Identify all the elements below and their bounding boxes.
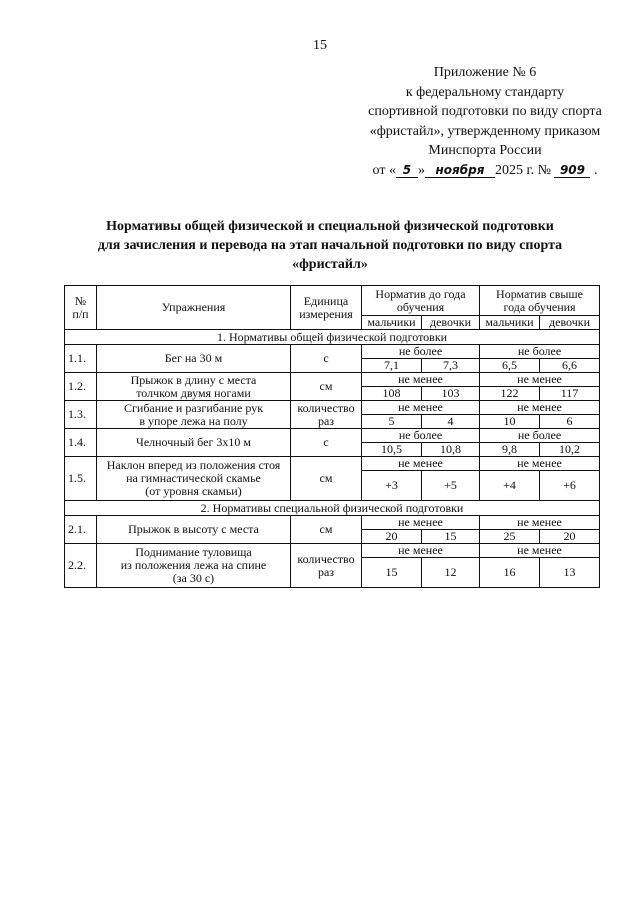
exercise-name: Прыжок в длину с места толчком двумя ногами — [97, 373, 291, 401]
title-line: Нормативы общей физической и специальной физической подготовки — [106, 219, 554, 234]
header-girls: девочки — [422, 316, 480, 330]
value-cell: 20 — [362, 530, 422, 544]
exercise-name: Прыжок в высоту с места — [97, 516, 291, 544]
document-title — [60, 217, 600, 274]
value-cell: +3 — [362, 471, 422, 501]
norms-table — [64, 285, 600, 588]
row-num: 1.3. — [65, 401, 97, 429]
unit: см — [291, 457, 362, 501]
appendix-block — [340, 63, 630, 180]
qualifier: не менее — [362, 401, 480, 415]
value-cell: 13 — [540, 558, 600, 588]
exercise-name: Наклон вперед из положения стоя на гимнастической скамье (от уровня скамьи) — [97, 457, 291, 501]
qualifier: не более — [480, 429, 600, 443]
value-cell: 6,6 — [540, 359, 600, 373]
header-exercise: Упражнения — [97, 286, 291, 330]
value-cell: 6 — [540, 415, 600, 429]
value-cell: +4 — [480, 471, 540, 501]
qualifier: не более — [480, 345, 600, 359]
unit: см — [291, 373, 362, 401]
title-line: «фристайл» — [292, 257, 368, 272]
section-title: 2. Нормативы специальной физической подготовки — [65, 501, 600, 516]
header-norm-first-year: Норматив до года обучения — [362, 286, 480, 316]
exercise-name: Бег на 30 м — [97, 345, 291, 373]
qualifier: не менее — [480, 401, 600, 415]
value-cell: 10,5 — [362, 443, 422, 457]
value-cell: 7,1 — [362, 359, 422, 373]
qualifier: не менее — [362, 544, 480, 558]
value-cell: 25 — [480, 530, 540, 544]
header-boys: мальчики — [480, 316, 540, 330]
value-cell: +6 — [540, 471, 600, 501]
unit: количество раз — [291, 544, 362, 588]
qualifier: не более — [362, 345, 480, 359]
appendix-line: «фристайл», утвержденному приказом — [369, 123, 601, 139]
unit: см — [291, 516, 362, 544]
value-cell: 4 — [422, 415, 480, 429]
row-num: 1.1. — [65, 345, 97, 373]
appendix-line: спортивной подготовки по виду спорта — [368, 104, 602, 119]
value-cell: 10,2 — [540, 443, 600, 457]
exercise-name: Поднимание туловища из положения лежа на спине (за 30 с) — [97, 544, 291, 588]
value-cell: +5 — [422, 471, 480, 501]
value-cell: 5 — [362, 415, 422, 429]
order-date-line — [340, 161, 630, 181]
order-end: . — [593, 162, 598, 178]
value-cell: 16 — [480, 558, 540, 588]
row-num: 1.5. — [65, 457, 97, 501]
appendix-line: Минспорта России — [428, 143, 542, 158]
value-cell: 10,8 — [422, 443, 480, 457]
section-title: 1. Нормативы общей физической подготовки — [65, 330, 600, 345]
value-cell: 7,3 — [422, 359, 480, 373]
value-cell: 12 — [422, 558, 480, 588]
row-num: 2.1. — [65, 516, 97, 544]
header-norm-after-year: Норматив свыше года обучения — [480, 286, 600, 316]
title-line: для зачисления и перевода на этап начальной подготовки по виду спорта — [97, 238, 563, 253]
qualifier: не менее — [480, 457, 600, 471]
date-prefix: от « — [372, 162, 396, 178]
date-close-quote: » — [417, 162, 425, 178]
value-cell: 20 — [540, 530, 600, 544]
header-boys: мальчики — [362, 316, 422, 330]
qualifier: не менее — [362, 373, 480, 387]
qualifier: не менее — [362, 457, 480, 471]
value-cell: 122 — [480, 387, 540, 401]
exercise-name: Челночный бег 3x10 м — [97, 429, 291, 457]
value-cell: 15 — [362, 558, 422, 588]
qualifier: не менее — [362, 516, 480, 530]
order-year: 2025 г. № — [494, 162, 551, 178]
order-month: ноября — [425, 163, 495, 178]
unit: с — [291, 429, 362, 457]
header-num: № п/п — [65, 286, 97, 330]
value-cell: 108 — [362, 387, 422, 401]
exercise-name: Сгибание и разгибание рук в упоре лежа на полу — [97, 401, 291, 429]
qualifier: не более — [362, 429, 480, 443]
page-number: 15 — [313, 38, 327, 53]
row-num: 1.4. — [65, 429, 97, 457]
appendix-line: Приложение № 6 — [433, 65, 537, 80]
value-cell: 103 — [422, 387, 480, 401]
row-num: 1.2. — [65, 373, 97, 401]
value-cell: 15 — [422, 530, 480, 544]
unit: с — [291, 345, 362, 373]
qualifier: не менее — [480, 373, 600, 387]
header-girls: девочки — [540, 316, 600, 330]
value-cell: 6,5 — [480, 359, 540, 373]
row-num: 2.2. — [65, 544, 97, 588]
value-cell: 10 — [480, 415, 540, 429]
qualifier: не менее — [480, 544, 600, 558]
header-unit: Единица измерения — [291, 286, 362, 330]
order-day: 5 — [396, 163, 418, 178]
order-number: 909 — [554, 163, 590, 178]
appendix-line: к федеральному стандарту — [405, 84, 565, 100]
value-cell: 117 — [540, 387, 600, 401]
unit: количество раз — [291, 401, 362, 429]
qualifier: не менее — [480, 516, 600, 530]
value-cell: 9,8 — [480, 443, 540, 457]
